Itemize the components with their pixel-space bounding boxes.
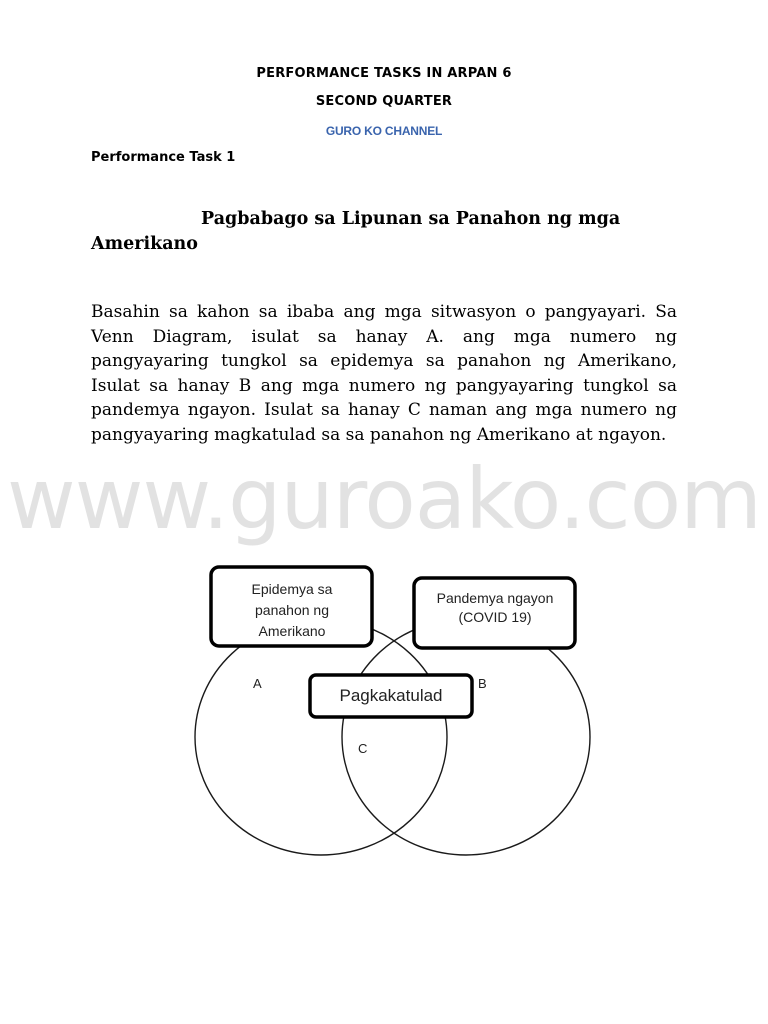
channel-name: GURO KO CHANNEL	[325, 124, 443, 138]
task-label: Performance Task 1	[91, 150, 236, 165]
zone-label-c: C	[358, 741, 368, 756]
instructions-paragraph: Basahin sa kahon sa ibaba ang mga sitwasyon o pangyayari. Sa Venn Diagram, isulat sa hanay A. ang mga numero ng pangyayaring tungkol sa epidemya sa panahon ng Amerikano, Isulat sa hanay B ang mga numero ng pangyayaring tungkol sa pandemya ngayon. Isulat sa hanay C naman ang mga numero ng pangyayaring magkatulad sa sa panahon ng Amerikano at ngayon.	[91, 302, 677, 445]
box-b-line1: Pandemya ngayon	[436, 590, 554, 606]
venn-box-c	[310, 675, 472, 717]
venn-circle-a	[195, 619, 447, 855]
venn-box-a	[211, 567, 372, 646]
document-title: PERFORMANCE TASKS IN ARPAN 6	[256, 66, 512, 81]
box-a-line3: Amerikano	[258, 623, 326, 639]
box-b-line2: (COVID 19)	[458, 609, 532, 625]
zone-label-a: A	[253, 676, 262, 691]
zone-label-b: B	[478, 676, 487, 691]
box-a-line2: panahon ng	[255, 602, 329, 618]
quarter-label: SECOND QUARTER	[315, 94, 453, 109]
venn-box-b	[414, 578, 575, 648]
venn-circle-b	[342, 619, 590, 855]
box-c-text: Pagkakatulad	[339, 686, 443, 705]
watermark: www.guroako.com	[7, 450, 761, 548]
box-a-line1: Epidemya sa	[251, 581, 333, 597]
lesson-title: Pagbabago sa Lipunan sa Panahon ng mga Amerikano	[91, 209, 621, 254]
